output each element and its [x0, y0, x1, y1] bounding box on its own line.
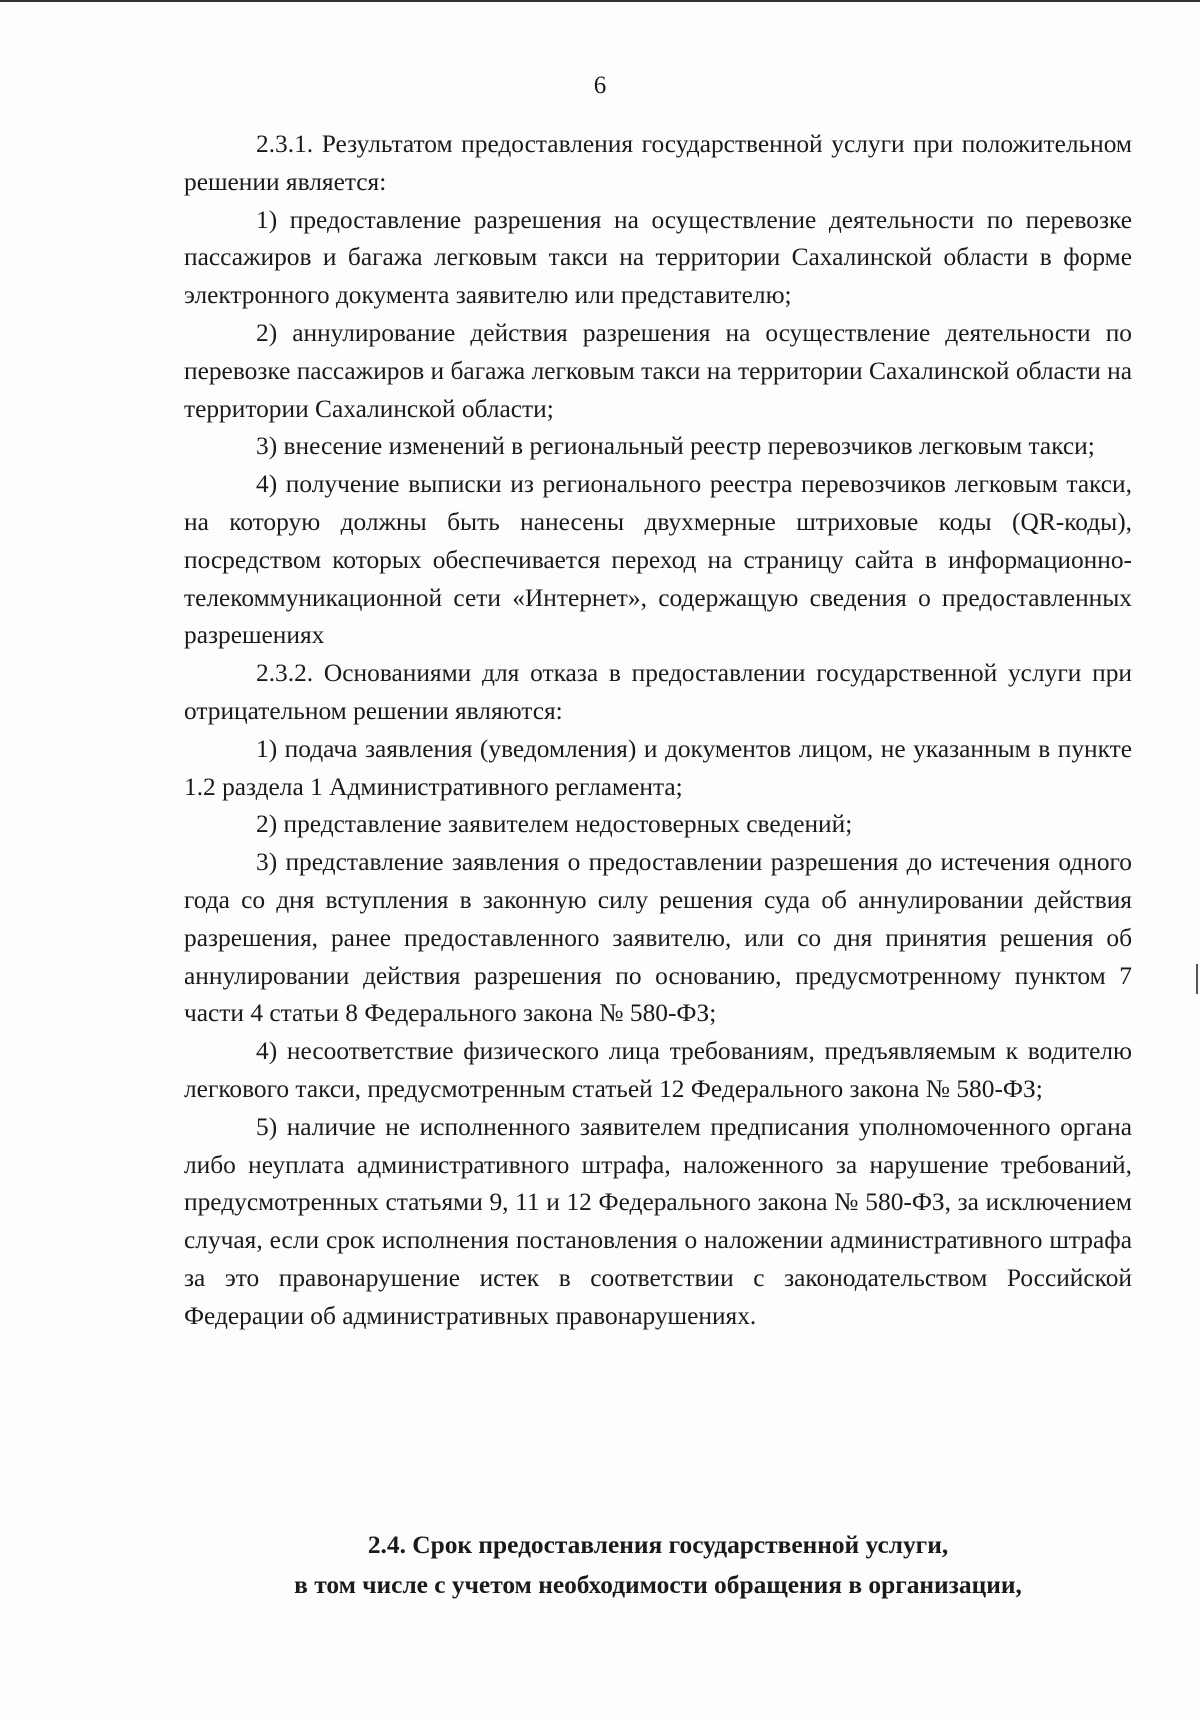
paragraph-item: 2) представление заявителем недостоверных сведений;: [256, 810, 853, 839]
paragraph-2-3-2: 2.3.2. Основаниями для отказа в предоставлении государственной услуги при отрицательном решении являются:: [184, 659, 1132, 725]
paragraph-item: 3) внесение изменений в региональный реестр перевозчиков легковым такси;: [256, 432, 1095, 461]
paragraph-item: 4) получение выписки из регионального реестра перевозчиков легковым такси, на которую должны быть нанесены двухмерные штриховые коды (QR-коды), посредством которых обеспечивается переход на страницу сайта в информационно-телекоммуникационной сети «Интернет», содержащую сведения о предоставленных разрешениях: [184, 470, 1132, 650]
paragraph-item: 2) аннулирование действия разрешения на осуществление деятельности по перевозке пассажиров и багажа легковым такси на территории Сахалинской области на территории Сахалинской области;: [184, 318, 1132, 423]
scan-artifact-mark: [1196, 964, 1198, 994]
paragraph-item: 5) наличие не исполненного заявителем предписания уполномоченного органа либо неуплата административного штрафа, наложенного за нарушение требований, предусмотренных статьями 9, 11 и 12 Федерального закона № 580-ФЗ, за исключением случая, если срок исполнения постановления о наложении административного штрафа за это правонарушение истек в соответствии с законодательством Российской Федерации об административных правонарушениях.: [184, 1112, 1132, 1330]
paragraph-2-3-1: 2.3.1. Результатом предоставления государственной услуги при положительном решении является:: [184, 130, 1132, 196]
document-body: [184, 126, 1132, 1336]
paragraph-item: 3) представление заявления о предоставлении разрешения до истечения одного года со дня вступления в законную силу решения суда об аннулировании действия разрешения, ранее предоставленного заявителю, или со дня принятия решения об аннулировании действия разрешения по основанию, предусмотренному пунктом 7 части 4 статьи 8 Федерального закона № 580-ФЗ;: [184, 848, 1132, 1028]
section-heading-line-1: 2.4. Срок предоставления государственной услуги,: [367, 1531, 949, 1559]
paragraph-item: 1) подача заявления (уведомления) и документов лицом, не указанным в пункте 1.2 раздела 1 Административного регламента;: [184, 734, 1132, 801]
paragraph-item: 1) предоставление разрешения на осуществление деятельности по перевозке пассажиров и багажа легковым такси на территории Сахалинской области в форме электронного документа заявителю или представителю;: [184, 205, 1132, 310]
paragraph-item: 4) несоответствие физического лица требованиям, предъявляемым к водителю легкового такси, предусмотренным статьей 12 Федерального закона № 580-ФЗ;: [184, 1037, 1132, 1103]
page-number: 6: [593, 72, 607, 99]
top-border-line: [0, 0, 1200, 2]
section-heading-line-2: в том числе с учетом необходимости обращения в организации,: [294, 1571, 1022, 1599]
